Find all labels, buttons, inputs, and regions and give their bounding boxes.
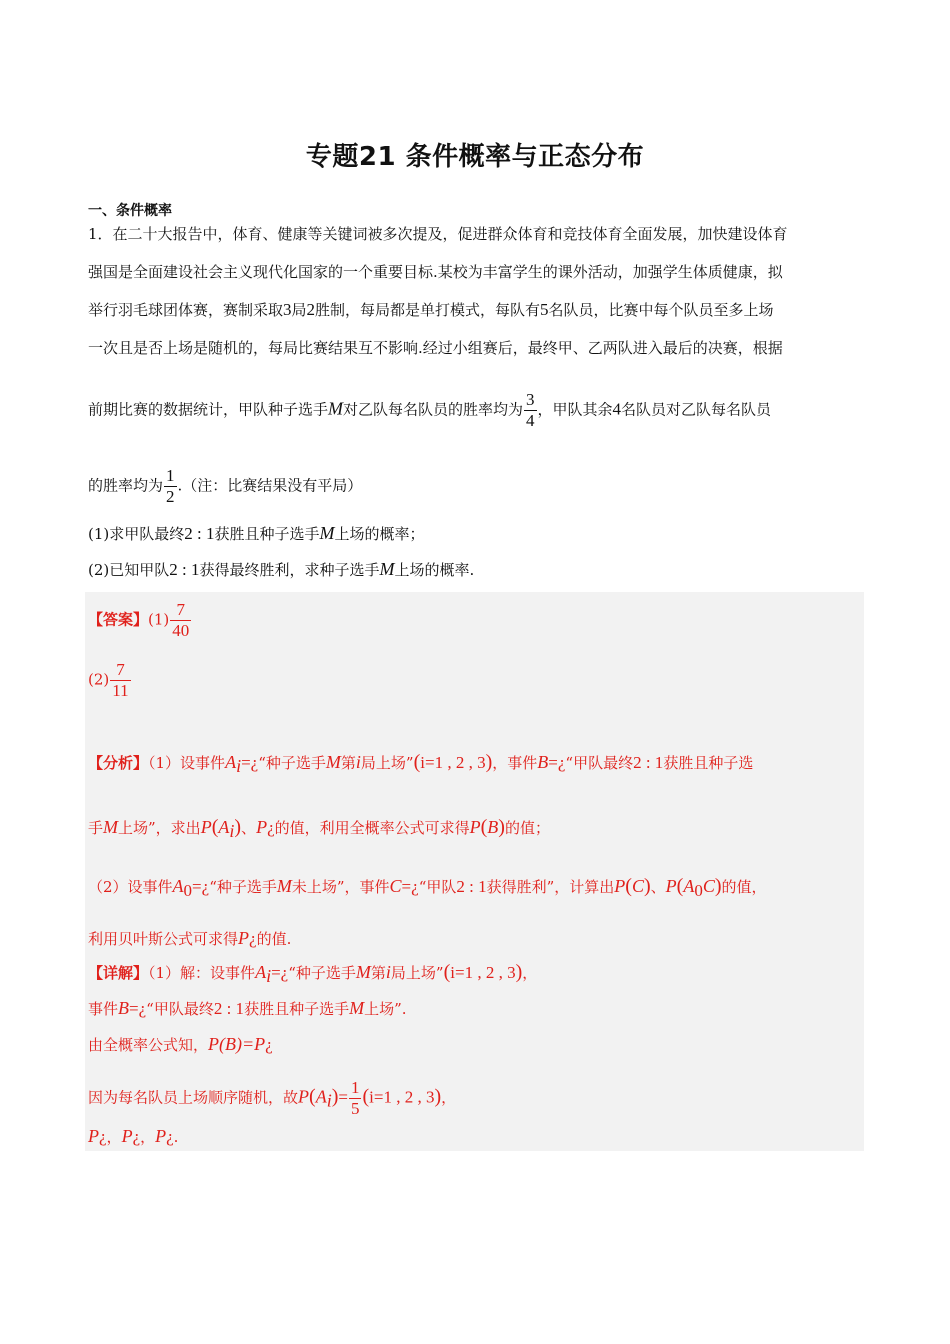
problem-line-3: 举行羽毛球团体赛，赛制采取3局2胜制，每局都是单打模式，每队有5名队员，比赛中每个队员至多上场 bbox=[88, 300, 774, 319]
question-1: (1)求甲队最终2 : 1获胜且种子选手M上场的概率； bbox=[88, 523, 425, 543]
section-heading: 一、条件概率 bbox=[88, 203, 172, 219]
fraction-three-quarters: $\frac{3}{4}$ bbox=[526, 390, 535, 430]
problem-line-5: 前期比赛的数据统计，甲队种子选手M对乙队每名队员的胜率均为 $\frac{3}{4}$ ，甲队其余4名队员对乙队每名队员 bbox=[88, 390, 772, 430]
fraction-one-fifth: $\frac{1}{5}$ bbox=[350, 1078, 360, 1118]
fraction-7-40: $\frac{7}{40}$ bbox=[172, 600, 190, 640]
answer-box bbox=[85, 592, 864, 1151]
answer-part-1: 【答案】(1) $\frac{7}{40}$ bbox=[88, 600, 190, 640]
detail-line-3: 由全概率公式知，P(B)=P¿ bbox=[88, 1034, 273, 1054]
analysis-line-3: （2）设事件$A_0=¿“$种子选手M未上场”，事件C=¿“甲队2 : 1获得胜利”，计算出P(C)、$P(A_0C)$的值， bbox=[88, 875, 767, 900]
analysis-line-1: 【分析】（1）设事件$A_i=¿“$种子选手M第i局上场”(i=1 , 2 , 3)，事件B=¿“甲队最终2 : 1获胜且种子选 bbox=[88, 751, 754, 776]
problem-line-1: 1．在二十大报告中，体育、健康等关键词被多次提及，促进群众体育和竞技体育全面发展，加快建设体育 bbox=[88, 225, 788, 243]
answer-part-2: (2) $\frac{7}{11}$ bbox=[88, 660, 129, 700]
problem-line-6: 的胜率均为 $\frac{1}{2}$ .（注：比赛结果没有平局） bbox=[88, 466, 363, 506]
analysis-line-2: 手M上场”，求出$P(A_i)$、P¿的值，利用全概率公式可求得P(B)的值； bbox=[88, 816, 550, 841]
question-2: (2)已知甲队2 : 1获得最终胜利，求种子选手M上场的概率. bbox=[88, 559, 475, 579]
detail-line-2: 事件B=¿“甲队最终2 : 1获胜且种子选手M上场”. bbox=[88, 998, 407, 1018]
problem-line-2: 强国是全面建设社会主义现代化国家的一个重要目标.某校为丰富学生的课外活动，加强学生体质健康，拟 bbox=[88, 263, 783, 281]
page-title: 专题21 条件概率与正态分布 bbox=[305, 142, 645, 172]
detail-line-5: P¿，P¿，P¿. bbox=[88, 1126, 179, 1146]
fraction-one-half: $\frac{1}{2}$ bbox=[166, 466, 175, 506]
analysis-line-4: 利用贝叶斯公式可求得P¿的值. bbox=[88, 928, 292, 948]
fraction-7-11: $\frac{7}{11}$ bbox=[112, 660, 129, 700]
detail-line-1: 【详解】（1）解：设事件$A_i=¿“$种子选手M第i局上场”(i=1 , 2 , 3)， bbox=[88, 961, 538, 986]
problem-line-4: 一次且是否上场是随机的，每局比赛结果互不影响.经过小组赛后，最终甲、乙两队进入最后的决赛，根据 bbox=[88, 339, 783, 357]
detail-line-4: 因为每名队员上场顺序随机，故$P(A_i)=$ $\frac{1}{5}$ (i=1 , 2 , 3)， bbox=[88, 1078, 457, 1118]
